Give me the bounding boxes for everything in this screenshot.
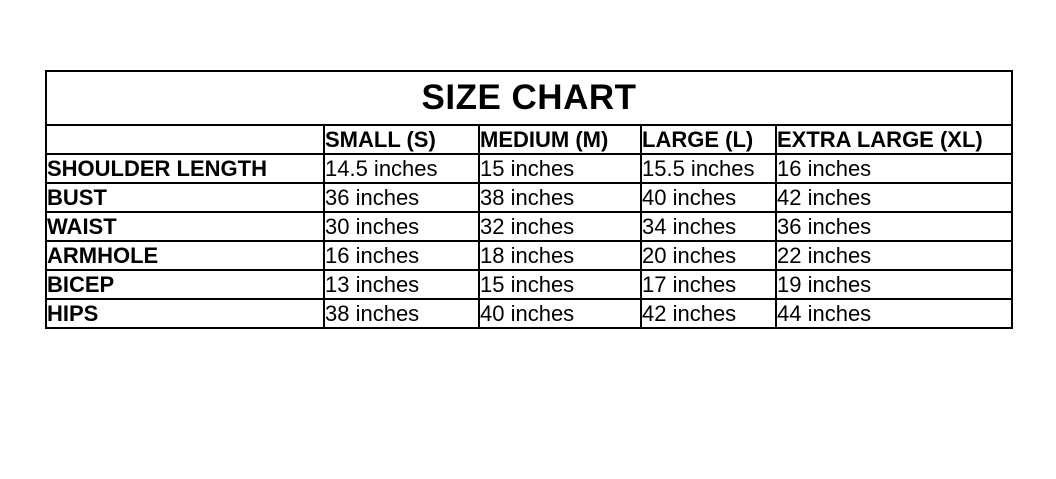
cell-value: 15 inches [479, 154, 641, 183]
cell-value: 36 inches [324, 183, 479, 212]
cell-value: 32 inches [479, 212, 641, 241]
row-label: BICEP [46, 270, 324, 299]
cell-value: 34 inches [641, 212, 776, 241]
column-header-small: SMALL (S) [324, 125, 479, 154]
column-header-blank [46, 125, 324, 154]
row-label: WAIST [46, 212, 324, 241]
page-title: SIZE CHART [46, 71, 1012, 125]
cell-value: 40 inches [479, 299, 641, 328]
cell-value: 16 inches [324, 241, 479, 270]
header-row [46, 125, 1012, 154]
row-label: HIPS [46, 299, 324, 328]
cell-value: 13 inches [324, 270, 479, 299]
cell-value: 19 inches [776, 270, 1012, 299]
size-chart-container [45, 70, 1011, 329]
cell-value: 44 inches [776, 299, 1012, 328]
cell-value: 42 inches [641, 299, 776, 328]
row-label: ARMHOLE [46, 241, 324, 270]
table-row [46, 270, 1012, 299]
table-row [46, 299, 1012, 328]
cell-value: 17 inches [641, 270, 776, 299]
cell-value: 18 inches [479, 241, 641, 270]
cell-value: 38 inches [479, 183, 641, 212]
cell-value: 42 inches [776, 183, 1012, 212]
cell-value: 36 inches [776, 212, 1012, 241]
row-label: BUST [46, 183, 324, 212]
cell-value: 40 inches [641, 183, 776, 212]
cell-value: 16 inches [776, 154, 1012, 183]
column-header-extra-large: EXTRA LARGE (XL) [776, 125, 1012, 154]
cell-value: 38 inches [324, 299, 479, 328]
cell-value: 22 inches [776, 241, 1012, 270]
table-row [46, 154, 1012, 183]
cell-value: 15 inches [479, 270, 641, 299]
cell-value: 20 inches [641, 241, 776, 270]
table-row [46, 183, 1012, 212]
cell-value: 15.5 inches [641, 154, 776, 183]
cell-value: 14.5 inches [324, 154, 479, 183]
row-label: SHOULDER LENGTH [46, 154, 324, 183]
size-chart-table [45, 70, 1013, 329]
cell-value: 30 inches [324, 212, 479, 241]
table-row [46, 241, 1012, 270]
table-row [46, 212, 1012, 241]
column-header-medium: MEDIUM (M) [479, 125, 641, 154]
column-header-large: LARGE (L) [641, 125, 776, 154]
title-row [46, 71, 1012, 125]
